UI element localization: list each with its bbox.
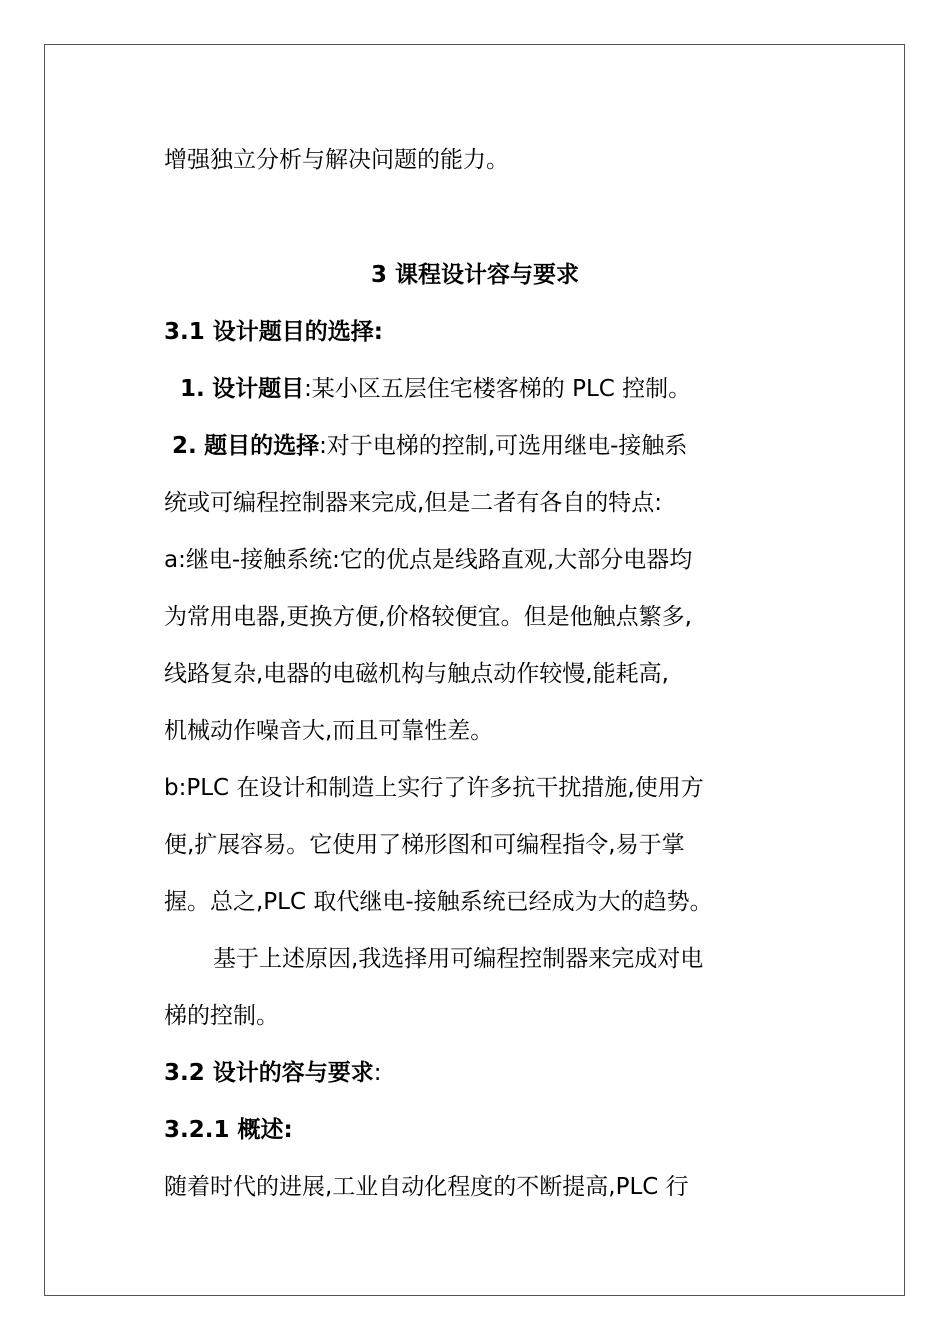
item-2-label: 题目的选择: [204, 433, 320, 459]
item-1-label: 设计题目: [212, 376, 305, 402]
item-1: [180, 374, 691, 404]
para-line: b:PLC 在设计和制造上实行了许多抗干扰措施,使用方: [164, 775, 704, 801]
sub-heading-3-1: 3.1 设计题目的选择:: [164, 319, 383, 345]
para-line: 统或可编程控制器来完成,但是二者有各自的特点:: [164, 490, 663, 516]
para-line: 机械动作噪音大,而且可靠性差。: [164, 718, 494, 744]
item-1-text: :某小区五层住宅楼客梯的 PLC 控制。: [304, 376, 692, 402]
para-line: 线路复杂,电器的电磁机构与触点动作较慢,能耗高,: [164, 661, 669, 687]
para-line: 梯的控制。: [164, 1003, 279, 1029]
sub-heading-3-2-bold: 3.2 设计的容与要求: [164, 1060, 374, 1086]
item-2-text: :对于电梯的控制,可选用继电-接触系: [319, 433, 688, 459]
para-line: 握。总之,PLC 取代继电-接触系统已经成为大的趋势。: [164, 889, 713, 915]
last-line: 随着时代的进展,工业自动化程度的不断提高,PLC 行: [164, 1174, 689, 1200]
sub-heading-3-2: [164, 1058, 382, 1088]
para-line: 便,扩展容易。它使用了梯形图和可编程指令,易于掌: [164, 832, 685, 858]
intro-line: 增强独立分析与解决问题的能力。: [164, 147, 509, 173]
item-2: [172, 431, 687, 461]
item-1-number: 1.: [180, 376, 205, 402]
para-line-indented: 基于上述原因,我选择用可编程控制器来完成对电: [213, 946, 704, 972]
para-line: 为常用电器,更换方便,价格较便宜。但是他触点繁多,: [164, 604, 692, 630]
para-line: a:继电-接触系统:它的优点是线路直观,大部分电器均: [164, 547, 693, 573]
item-2-number: 2.: [172, 433, 197, 459]
section-heading: 3 课程设计容与要求: [370, 262, 579, 288]
sub-heading-3-2-1: 3.2.1 概述:: [164, 1117, 293, 1143]
sub-heading-3-2-colon: :: [373, 1060, 382, 1086]
